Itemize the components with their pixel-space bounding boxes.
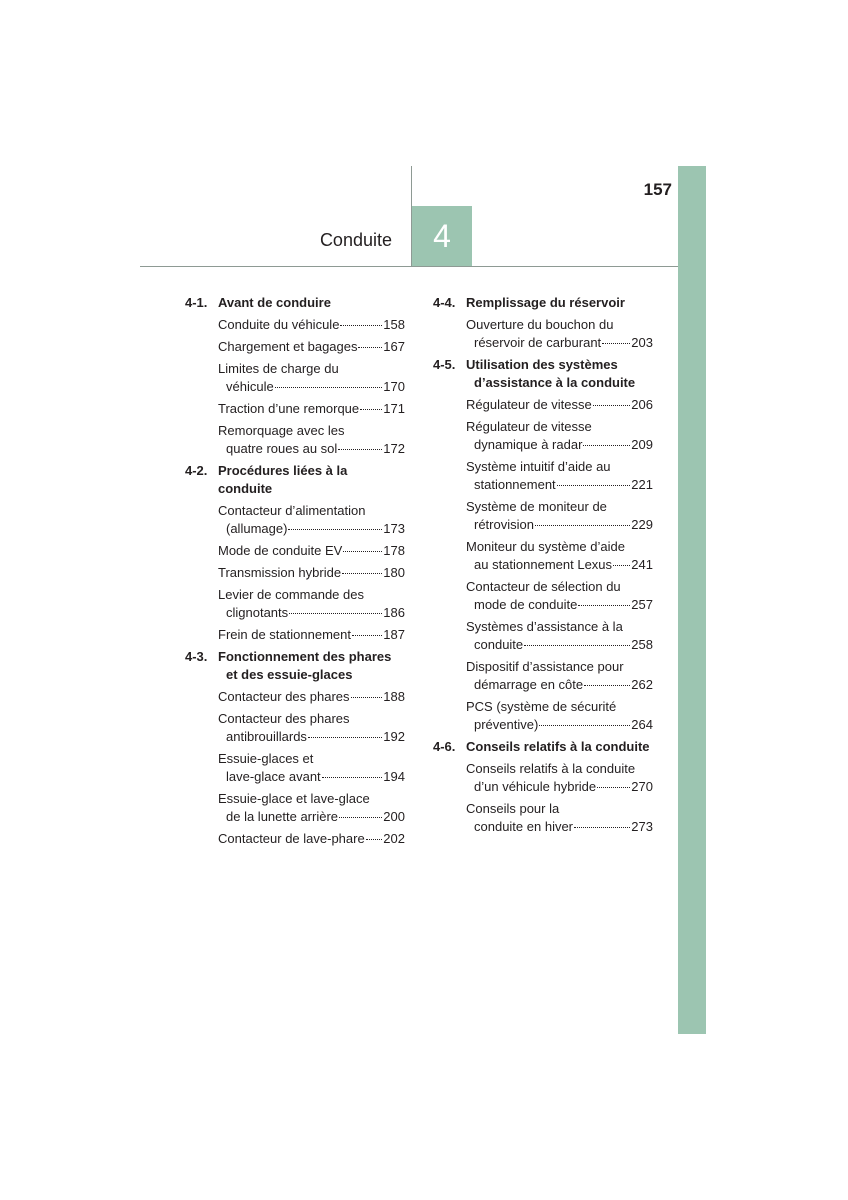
entry-title-line: Contacteur de sélection du [466,579,621,594]
toc-entry[interactable] [466,698,653,734]
entry-title-line: préventive) [474,717,539,732]
toc-section [433,294,653,352]
toc-entry[interactable] [466,800,653,836]
entry-title-line: clignotants [226,605,289,620]
entry-title-line: stationnement [474,477,556,492]
chapter-title: Conduite [319,230,392,250]
entry-title-line: au stationnement Lexus [474,557,613,572]
toc-section [185,462,405,644]
toc-entry[interactable] [218,790,405,826]
entry-title-line: Systèmes d’assistance à la [466,619,623,634]
section-title [218,648,405,684]
entry-row [218,378,405,396]
dot-leader [322,777,383,778]
page-ref: 170 [383,379,405,394]
section-number: 4-4. [433,295,456,310]
entry-row [218,400,405,418]
entry-row [466,778,653,796]
dot-leader [342,573,382,574]
toc-section [185,294,405,458]
toc-entry[interactable] [218,316,405,334]
page-ref: 178 [383,543,405,558]
dot-leader [351,697,383,698]
page-ref: 173 [383,521,405,536]
chapter-number-box: 4 [412,206,472,266]
page-ref: 264 [631,717,653,732]
toc-entry[interactable] [466,418,653,454]
entry-title-line: Régulateur de vitesse [466,419,592,434]
section-title [466,356,653,392]
section-heading [433,738,653,756]
section-heading [433,294,653,312]
entry-row [218,626,405,644]
dot-leader [584,685,630,686]
page-ref: 258 [631,637,653,652]
toc-section [433,356,653,734]
page-ref: 158 [383,317,405,332]
dot-leader [583,445,630,446]
toc-entry[interactable] [218,542,405,560]
section-title [218,294,405,312]
toc-entry[interactable] [218,830,405,848]
page-ref: 194 [383,769,405,784]
entry-title-line: lave-glace avant [226,769,321,784]
entry-title-line: Conduite du véhicule [218,317,340,332]
dot-leader [343,551,382,552]
entry-title-line: de la lunette arrière [226,809,339,824]
entry-title-line: Mode de conduite EV [218,543,343,558]
entry-title-line: Traction d’une remorque [218,401,360,416]
entry-row [218,316,405,334]
entry-row [218,728,405,746]
entry-row [218,440,405,458]
entry-title-line: Contacteur des phares [218,689,350,704]
dot-leader [360,409,382,410]
section-title-line: Utilisation des systèmes [466,357,618,372]
section-number: 4-2. [185,463,208,478]
entry-row [466,716,653,734]
dot-leader [338,449,382,450]
page-number: 157 [643,180,672,199]
dot-leader [557,485,631,486]
section-number: 4-1. [185,295,208,310]
entry-row [218,604,405,622]
entry-title-line: véhicule [226,379,274,394]
entry-row [466,596,653,614]
entry-title-line: mode de conduite [474,597,578,612]
toc-entry[interactable] [218,400,405,418]
page-ref: 187 [383,627,405,642]
entry-title-line: Conseils relatifs à la conduite [466,761,636,776]
entry-title-line: PCS (système de sécurité [466,699,617,714]
section-number: 4-6. [433,739,456,754]
entry-title-line: Limites de charge du [218,361,339,376]
page-ref: 209 [631,437,653,452]
entry-row [218,338,405,356]
header-horizontal-rule [140,266,678,267]
entry-row [466,476,653,494]
entry-row [218,542,405,560]
page-ref: 241 [631,557,653,572]
entry-title-line: dynamique à radar [474,437,583,452]
dot-leader [358,347,382,348]
entry-title-line: Chargement et bagages [218,339,358,354]
entry-title-line: conduite [474,637,524,652]
toc-entry[interactable] [218,360,405,396]
toc-entry[interactable] [466,578,653,614]
section-title-line: d’assistance à la conduite [474,375,636,390]
page-ref: 257 [631,597,653,612]
page-ref: 221 [631,477,653,492]
entry-row [466,676,653,694]
entry-title-line: Transmission hybride [218,565,342,580]
chapter-side-tab [678,166,706,1034]
toc-entry[interactable] [218,502,405,538]
toc-entry[interactable] [466,760,653,796]
entry-row [218,768,405,786]
entry-row [218,688,405,706]
page-ref: 188 [383,689,405,704]
dot-leader [602,343,630,344]
section-title [466,738,653,756]
entry-row [466,516,653,534]
dot-leader [340,325,382,326]
page-ref: 180 [383,565,405,580]
entry-title-line: Système de moniteur de [466,499,607,514]
entry-title-line: démarrage en côte [474,677,584,692]
entry-row [218,564,405,582]
dot-leader [339,817,382,818]
page-ref: 270 [631,779,653,794]
toc-entry[interactable] [218,750,405,786]
section-number: 4-5. [433,357,456,372]
section-title [218,462,405,498]
section-title-line: Remplissage du réservoir [466,295,625,310]
dot-leader [535,525,630,526]
dot-leader [366,839,383,840]
page-ref: 262 [631,677,653,692]
entry-row [218,808,405,826]
entry-row [466,334,653,352]
dot-leader [593,405,631,406]
entry-row [466,818,653,836]
section-title [466,294,653,312]
entry-title-line: quatre roues au sol [226,441,338,456]
entry-title-line: Conseils pour la [466,801,560,816]
section-title-line: et des essuie-glaces [226,667,353,682]
entry-title-line: conduite en hiver [474,819,574,834]
page-ref: 171 [383,401,405,416]
entry-title-line: Remorquage avec les [218,423,345,438]
dot-leader [308,737,382,738]
toc-entry[interactable] [218,586,405,622]
entry-title-line: Contacteur d’alimentation [218,503,366,518]
toc-entry[interactable] [466,316,653,352]
entry-title-line: Système intuitif d’aide au [466,459,611,474]
toc-entry[interactable] [218,688,405,706]
entry-title-line: réservoir de carburant [474,335,602,350]
dot-leader [578,605,630,606]
page-ref: 206 [631,397,653,412]
entry-row [466,396,653,414]
entry-row [218,520,405,538]
entry-title-line: rétrovision [474,517,534,532]
toc-entry[interactable] [218,626,405,644]
dot-leader [539,725,630,726]
entry-title-line: antibrouillards [226,729,307,744]
section-title-line: Procédures liées à la conduite [218,463,348,496]
page-ref: 192 [383,729,405,744]
dot-leader [275,387,383,388]
section-title-line: Fonctionnement des phares [218,649,392,664]
toc-entry[interactable] [218,338,405,356]
section-heading [433,356,653,392]
dot-leader [288,529,382,530]
entry-title-line: Contacteur de lave-phare [218,831,365,846]
entry-title-line: Contacteur des phares [218,711,350,726]
dot-leader [613,565,630,566]
dot-leader [574,827,630,828]
toc-column-left [185,294,405,852]
toc-entry[interactable] [466,396,653,414]
page-ref: 203 [631,335,653,350]
page-ref: 202 [383,831,405,846]
entry-title-line: Essuie-glace et lave-glace [218,791,370,806]
entry-title-line: Moniteur du système d’aide [466,539,625,554]
toc-entry[interactable] [466,458,653,494]
toc-section [433,738,653,836]
page-ref: 200 [383,809,405,824]
entry-row [466,636,653,654]
section-title-line: Avant de conduire [218,295,331,310]
toc-entry[interactable] [218,564,405,582]
page-ref: 273 [631,819,653,834]
toc-entry[interactable] [466,538,653,574]
section-heading [185,462,405,498]
toc-entry[interactable] [466,618,653,654]
toc-entry[interactable] [466,658,653,694]
toc-entry[interactable] [218,422,405,458]
entry-row [466,556,653,574]
dot-leader [289,613,382,614]
entry-title-line: Régulateur de vitesse [466,397,592,412]
entry-title-line: Dispositif d’assistance pour [466,659,624,674]
dot-leader [524,645,630,646]
toc-column-right [433,294,653,840]
section-number: 4-3. [185,649,208,664]
entry-title-line: Frein de stationnement [218,627,351,642]
entry-title-line: (allumage) [226,521,288,536]
page-ref: 172 [383,441,405,456]
entry-title-line: Ouverture du bouchon du [466,317,614,332]
toc-entry[interactable] [218,710,405,746]
section-heading [185,294,405,312]
dot-leader [597,787,630,788]
toc-entry[interactable] [466,498,653,534]
dot-leader [352,635,382,636]
entry-title-line: Levier de commande des [218,587,364,602]
page-ref: 186 [383,605,405,620]
entry-title-line: Essuie-glaces et [218,751,314,766]
page-ref: 167 [383,339,405,354]
toc-section [185,648,405,848]
page-ref: 229 [631,517,653,532]
entry-title-line: d’un véhicule hybride [474,779,597,794]
section-heading [185,648,405,684]
section-title-line: Conseils relatifs à la conduite [466,739,650,754]
entry-row [218,830,405,848]
entry-row [466,436,653,454]
